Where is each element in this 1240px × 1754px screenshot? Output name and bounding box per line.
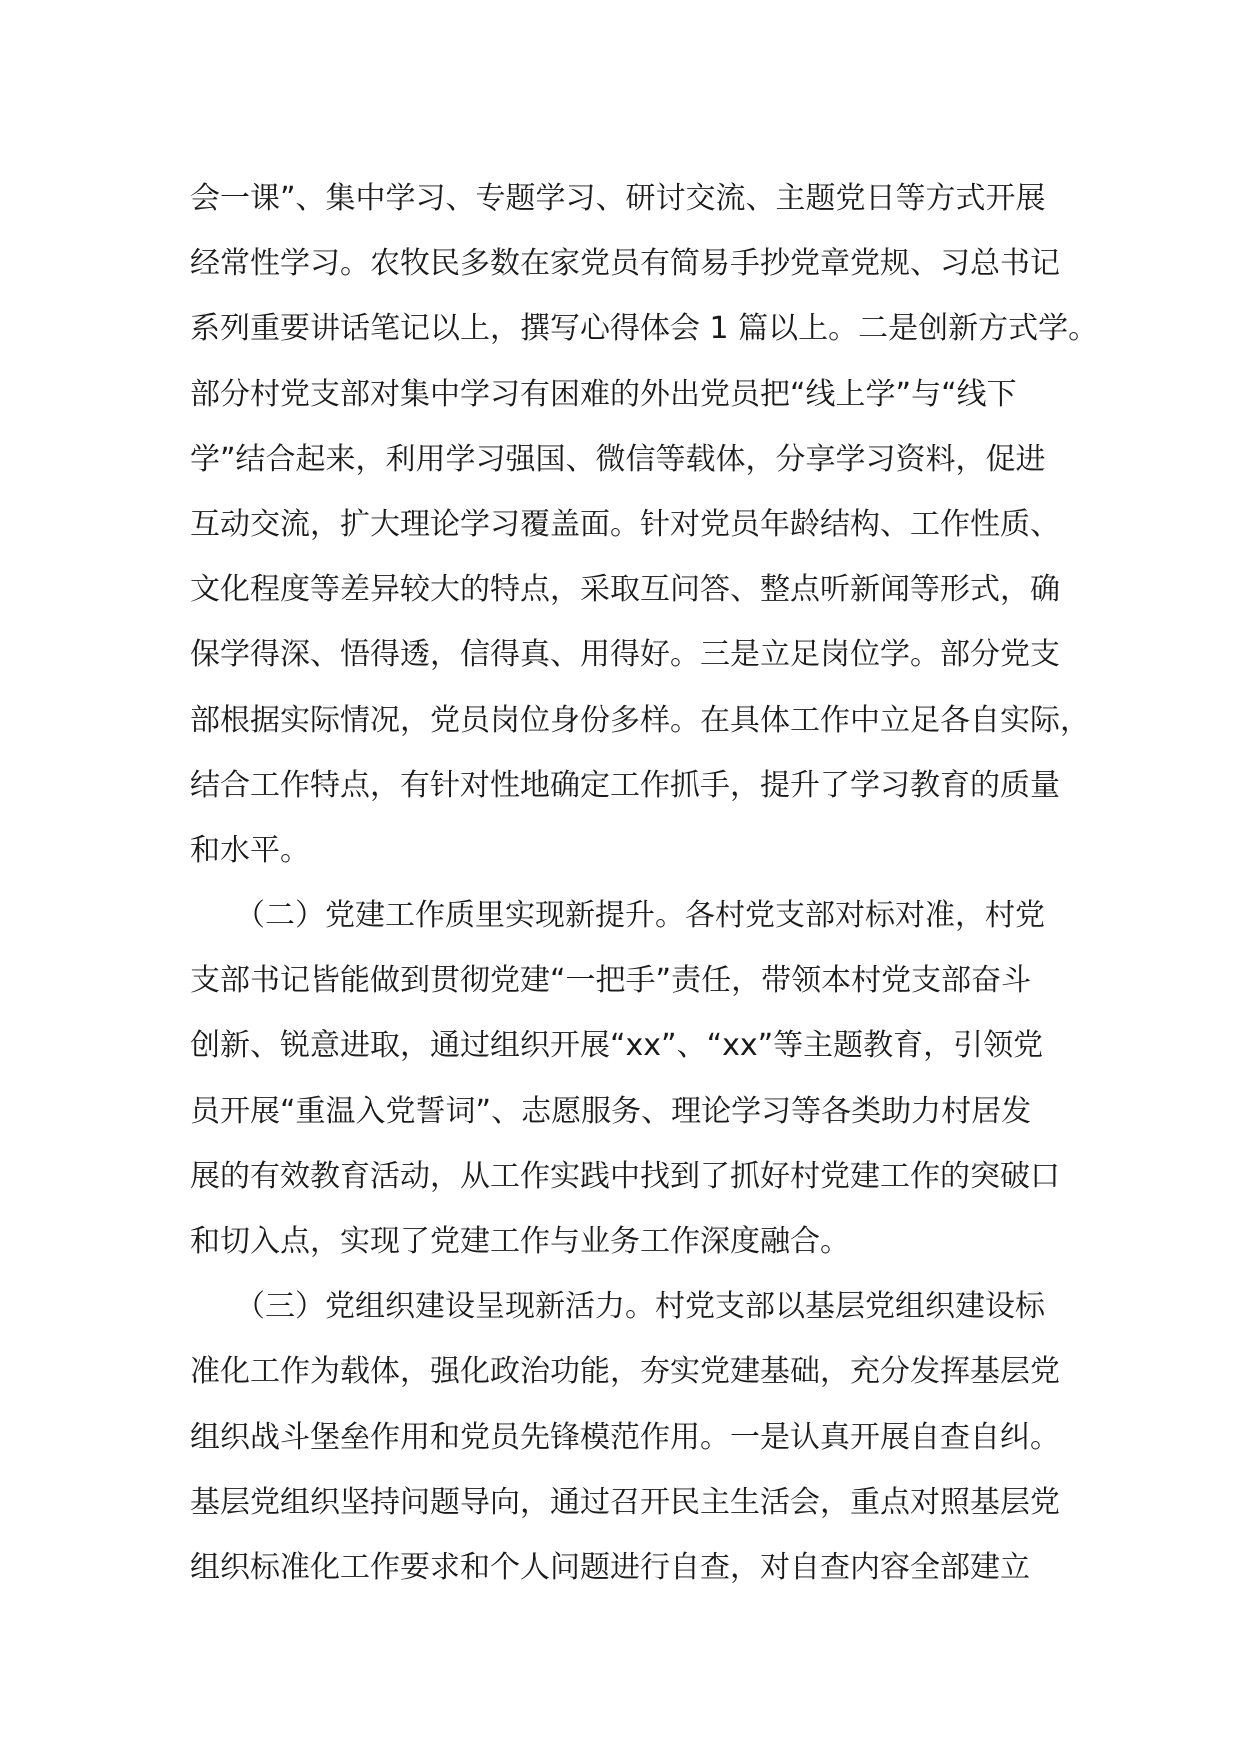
text-line: 会一课”、集中学习、专题学习、研讨交流、主题党日等方式开展 [190, 181, 1046, 216]
section-heading-line: （三）党组织建设呈现新活力。村党支部以基层党组织建设标 [190, 1289, 1045, 1325]
text-line: 基层党组织坚持问题导向，通过召开民主生活会，重点对照基层党 [190, 1484, 1060, 1520]
text-line: 文化程度等差异较大的特点，采取互问答、整点听新闻等形式，确 [190, 572, 1060, 608]
text-line: 创新、锐意进取，通过组织开展“xx”、“xx”等主题教育，引领党 [190, 1028, 1044, 1064]
text-line: 准化工作为载体，强化政治功能，夯实党建基础，充分发挥基层党 [190, 1354, 1060, 1390]
text-line: 部根据实际情况，党员岗位身份多样。在具体工作中立足各自实际， [190, 702, 1090, 738]
text-line: 互动交流，扩大理论学习覆盖面。针对党员年龄结构、工作性质、 [190, 506, 1060, 542]
body-text [190, 166, 1099, 1600]
text-line: 展的有效教育活动，从工作实践中找到了抓好村党建工作的突破口 [190, 1158, 1060, 1194]
text-line: 和水平。 [190, 832, 310, 868]
text-line: 和切入点，实现了党建工作与业务工作深度融合。 [190, 1224, 850, 1259]
text-line: 组织标准化工作要求和个人问题进行自查，对自查内容全部建立 [190, 1549, 1030, 1585]
text-line: 组织战斗堡垒作用和党员先锋模范作用。一是认真开展自查自纠。 [190, 1419, 1060, 1455]
text-line: 学”结合起来，利用学习强国、微信等载体，分享学习资料，促进 [190, 441, 1046, 477]
text-line: 结合工作特点，有针对性地确定工作抓手，提升了学习教育的质量 [190, 767, 1060, 803]
text-line: 部分村党支部对集中学习有困难的外出党员把“线上学”与“线下 [190, 376, 1017, 412]
text-line: 支部书记皆能做到贯彻党建“一把手”责任，带领本村党支部奋斗 [190, 963, 1032, 999]
section-heading-line: （二）党建工作质里实现新提升。各村党支部对标对准，村党 [190, 898, 1045, 934]
text-line: 经常性学习。农牧民多数在家党员有简易手抄党章党规、习总书记 [190, 246, 1060, 282]
text-line: 员开展“重温入党誓词”、志愿服务、理论学习等各类助力村居发 [190, 1093, 1032, 1129]
text-line: 系列重要讲话笔记以上，撰写心得体会 1 篇以上。二是创新方式学。 [190, 311, 1099, 347]
text-line: 保学得深、悟得透，信得真、用得好。三是立足岗位学。部分党支 [190, 637, 1060, 673]
